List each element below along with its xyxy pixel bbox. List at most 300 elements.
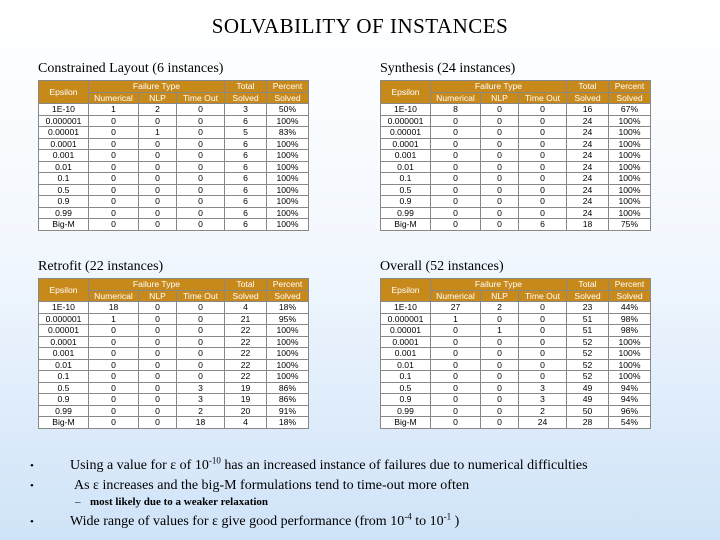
table-cell: 94%	[609, 382, 651, 394]
table-row	[381, 150, 651, 162]
table-cell: Big-M	[39, 219, 89, 231]
header-numerical: Numerical	[431, 92, 481, 104]
table-cell: 0	[89, 138, 139, 150]
table-cell: 0	[177, 127, 225, 139]
table-cell: 52	[567, 371, 609, 383]
table-cell: 0	[481, 313, 519, 325]
table-cell: 98%	[609, 325, 651, 337]
table-cell: 0	[139, 115, 177, 127]
table-cell: 0	[177, 173, 225, 185]
table-cell: 0.001	[39, 150, 89, 162]
table-cell: 100%	[609, 161, 651, 173]
table-block-synthesis	[380, 60, 651, 231]
table-row	[39, 382, 309, 394]
table-cell: 0.9	[39, 196, 89, 208]
table-cell: 0	[519, 348, 567, 360]
table-cell: 0	[139, 150, 177, 162]
table-cell: 0	[177, 219, 225, 231]
table-cell: 0.99	[39, 405, 89, 417]
table-cell: 24	[519, 417, 567, 429]
header-solved: Solved	[567, 290, 609, 302]
table-cell: 22	[225, 371, 267, 383]
table-cell: 100%	[267, 150, 309, 162]
table-cell: 0.1	[381, 173, 431, 185]
table-cell: 100%	[609, 150, 651, 162]
table-cell: 0	[89, 382, 139, 394]
table-cell: 0	[177, 359, 225, 371]
table-cell: 0.0001	[381, 138, 431, 150]
table-cell: 51	[567, 325, 609, 337]
table-cell: 0	[431, 207, 481, 219]
table-cell: 100%	[267, 138, 309, 150]
header-epsilon: Epsilon	[381, 81, 431, 104]
table-row	[39, 348, 309, 360]
table-row	[381, 313, 651, 325]
table-cell: 0.00001	[381, 325, 431, 337]
table-row	[39, 336, 309, 348]
table-cell: 0	[431, 348, 481, 360]
header-solved: Solved	[225, 290, 267, 302]
table-cell: 100%	[267, 115, 309, 127]
table-cell: 24	[567, 196, 609, 208]
table-cell: 0	[89, 161, 139, 173]
table-cell: 0	[177, 184, 225, 196]
table-row	[39, 196, 309, 208]
table-cell: 100%	[609, 184, 651, 196]
table-cell: 0	[481, 219, 519, 231]
table-cell: 100%	[609, 371, 651, 383]
table-cell: 19	[225, 394, 267, 406]
table-row	[381, 348, 651, 360]
table-cell: 0	[431, 417, 481, 429]
table-cell: 0	[481, 394, 519, 406]
table-cell: 100%	[609, 348, 651, 360]
table-cell: 0	[519, 325, 567, 337]
table-cell: 100%	[609, 196, 651, 208]
table-cell: 0.00001	[39, 325, 89, 337]
table-cell: 0	[481, 161, 519, 173]
header-nlp: NLP	[481, 92, 519, 104]
bullet-superscript: -10	[208, 455, 221, 466]
table-cell: 0	[139, 405, 177, 417]
table-cell: 24	[567, 173, 609, 185]
table-title: Synthesis (24 instances)	[380, 61, 516, 76]
table-cell: 0.01	[39, 359, 89, 371]
table-cell: 23	[567, 302, 609, 314]
table-cell: 0.5	[381, 184, 431, 196]
table-cell: 0.000001	[39, 313, 89, 325]
bullet-item	[30, 476, 710, 496]
table-cell: 0	[139, 161, 177, 173]
table-cell: 0	[431, 196, 481, 208]
header-time-out: Time Out	[519, 92, 567, 104]
table-cell: 100%	[267, 348, 309, 360]
table-row	[381, 184, 651, 196]
header-failure-type: Failure Type	[89, 81, 225, 93]
table-row	[381, 115, 651, 127]
table-cell: 50	[567, 405, 609, 417]
table-cell: 0	[139, 325, 177, 337]
table-row	[39, 313, 309, 325]
bullet-text: has an increased instance of failures due to numerical difficulties	[220, 458, 588, 473]
table-cell: 1	[431, 313, 481, 325]
table-cell: 0.000001	[381, 313, 431, 325]
table-cell: 27	[431, 302, 481, 314]
table-cell: 0	[89, 115, 139, 127]
bullet-text: Using a value for ε of 10	[70, 458, 209, 473]
table-cell: 0	[481, 173, 519, 185]
table-cell: 0	[481, 115, 519, 127]
table-cell: 0	[177, 104, 225, 116]
table-cell: 0.001	[39, 348, 89, 360]
table-cell: 18%	[267, 417, 309, 429]
table-cell: 0	[481, 184, 519, 196]
table-title: Retrofit (22 instances)	[38, 259, 164, 274]
table-cell: 0	[177, 115, 225, 127]
header-time-out: Time Out	[177, 290, 225, 302]
table-cell: 0	[431, 161, 481, 173]
table-cell: 0	[139, 173, 177, 185]
table-cell: 18%	[267, 302, 309, 314]
table-cell: 100%	[609, 138, 651, 150]
table-cell: 0.1	[39, 371, 89, 383]
table-cell: 0	[431, 336, 481, 348]
table-cell: 1	[89, 313, 139, 325]
table-row	[381, 359, 651, 371]
table-cell: 0	[519, 359, 567, 371]
table-row	[39, 207, 309, 219]
table-cell: 0	[139, 336, 177, 348]
table-block-retrofit	[38, 258, 309, 429]
header-epsilon: Epsilon	[39, 279, 89, 302]
header-numerical: Numerical	[431, 290, 481, 302]
table-cell: 0.001	[381, 150, 431, 162]
table-cell: 0.0001	[39, 138, 89, 150]
table-cell: 22	[225, 348, 267, 360]
table-cell: 0	[431, 138, 481, 150]
table-cell: 3	[177, 394, 225, 406]
table-cell: 0.1	[39, 173, 89, 185]
table-cell: 2	[481, 302, 519, 314]
table-cell: 1	[89, 104, 139, 116]
table-cell: 6	[225, 150, 267, 162]
table-row	[381, 161, 651, 173]
table-cell: 0.5	[381, 382, 431, 394]
table-cell: 16	[567, 104, 609, 116]
table-cell: 22	[225, 336, 267, 348]
header-percent: Percent	[609, 81, 651, 93]
bullet-list	[30, 456, 710, 532]
table-cell: 44%	[609, 302, 651, 314]
table-cell: 54%	[609, 417, 651, 429]
table-cell: 0.0001	[381, 336, 431, 348]
table-cell: 0	[139, 184, 177, 196]
table-cell: 49	[567, 394, 609, 406]
table-cell: 0	[519, 161, 567, 173]
table-cell: 100%	[267, 196, 309, 208]
table-cell: 0	[481, 359, 519, 371]
table-cell: 24	[567, 207, 609, 219]
table-cell: 18	[89, 302, 139, 314]
table-cell: 0	[177, 138, 225, 150]
table-cell: 22	[225, 325, 267, 337]
table-cell: 6	[225, 161, 267, 173]
table-cell: 86%	[267, 382, 309, 394]
table-cell: Big-M	[381, 219, 431, 231]
table-cell: 91%	[267, 405, 309, 417]
table-cell: 0	[519, 302, 567, 314]
table-row	[39, 371, 309, 383]
table-row	[39, 173, 309, 185]
table-cell: 0.00001	[39, 127, 89, 139]
table-cell: 0	[481, 336, 519, 348]
header-epsilon: Epsilon	[39, 81, 89, 104]
table-cell: 0.01	[381, 359, 431, 371]
header-solved: Solved	[567, 92, 609, 104]
table-cell: 0.9	[381, 196, 431, 208]
table-cell: 0	[431, 325, 481, 337]
table-cell: 100%	[609, 207, 651, 219]
table-row	[39, 405, 309, 417]
table-row	[39, 127, 309, 139]
table-cell: 0	[89, 184, 139, 196]
table-cell: 0.000001	[39, 115, 89, 127]
table-cell: 0.5	[39, 382, 89, 394]
table-cell: 0	[519, 173, 567, 185]
table-cell: 0.000001	[381, 115, 431, 127]
table-row	[39, 104, 309, 116]
table-cell: 0	[431, 150, 481, 162]
table-cell: 0.99	[381, 207, 431, 219]
table-cell: 0	[481, 104, 519, 116]
table-cell: 0	[89, 371, 139, 383]
table-cell: 0.00001	[381, 127, 431, 139]
table-cell: 24	[567, 184, 609, 196]
table-cell: 0	[519, 115, 567, 127]
table-row	[39, 302, 309, 314]
table-cell: 0	[431, 173, 481, 185]
header-total: Total	[567, 81, 609, 93]
table-cell: 1E-10	[39, 302, 89, 314]
table-cell: 0	[89, 325, 139, 337]
header-epsilon: Epsilon	[381, 279, 431, 302]
table-title: Overall (52 instances)	[380, 259, 504, 274]
table-cell: 0	[481, 207, 519, 219]
header-percent: Percent	[267, 279, 309, 291]
table-cell: 0	[431, 371, 481, 383]
table-row	[39, 219, 309, 231]
table-cell: 0	[519, 150, 567, 162]
table-cell: 4	[225, 417, 267, 429]
table-cell: 95%	[267, 313, 309, 325]
table-row	[381, 104, 651, 116]
table-cell: 1	[481, 325, 519, 337]
table-cell: 0	[431, 359, 481, 371]
table-cell: 1	[139, 127, 177, 139]
header-percent-solved: Solved	[267, 290, 309, 302]
table-cell: 0.99	[39, 207, 89, 219]
table-cell: 0	[519, 104, 567, 116]
table-cell: 75%	[609, 219, 651, 231]
bullet-text: )	[451, 514, 460, 529]
header-time-out: Time Out	[177, 92, 225, 104]
table-cell: 0.01	[39, 161, 89, 173]
table-cell: 0	[431, 405, 481, 417]
header-failure-type: Failure Type	[89, 279, 225, 291]
table-cell: 0	[431, 219, 481, 231]
header-nlp: NLP	[139, 290, 177, 302]
table-cell: 0	[139, 207, 177, 219]
table-cell: 28	[567, 417, 609, 429]
table-cell: 52	[567, 348, 609, 360]
table-cell: 98%	[609, 313, 651, 325]
table-cell: Big-M	[39, 417, 89, 429]
results-table	[38, 278, 309, 429]
table-row	[381, 207, 651, 219]
bullet-item	[30, 456, 710, 476]
table-cell: 100%	[267, 325, 309, 337]
table-cell: 51	[567, 313, 609, 325]
table-cell: 0	[177, 302, 225, 314]
table-cell: 0	[177, 150, 225, 162]
results-table	[38, 80, 309, 231]
table-cell: 94%	[609, 394, 651, 406]
bullet-text: to 10	[411, 514, 444, 529]
bullet-superscript: -1	[443, 511, 452, 522]
table-cell: 0	[177, 348, 225, 360]
table-cell: 0	[139, 394, 177, 406]
table-cell: 0	[519, 184, 567, 196]
table-cell: 0	[519, 207, 567, 219]
table-cell: 0	[89, 150, 139, 162]
bullet-dot-icon: •	[30, 516, 34, 528]
table-cell: 24	[567, 127, 609, 139]
table-cell: 0	[177, 196, 225, 208]
table-block-constrained-layout	[38, 60, 309, 231]
table-row	[381, 382, 651, 394]
table-cell: 0.9	[39, 394, 89, 406]
table-cell: 100%	[609, 127, 651, 139]
sub-bullet-item	[30, 494, 710, 510]
table-block-overall	[380, 258, 651, 429]
table-cell: 6	[225, 219, 267, 231]
table-row	[39, 325, 309, 337]
table-cell: 0	[89, 207, 139, 219]
table-row	[39, 359, 309, 371]
table-cell: 2	[519, 405, 567, 417]
table-cell: 0	[139, 348, 177, 360]
table-cell: 0.001	[381, 348, 431, 360]
table-row	[381, 173, 651, 185]
header-solved: Solved	[225, 92, 267, 104]
table-cell: 100%	[609, 336, 651, 348]
header-numerical: Numerical	[89, 92, 139, 104]
table-cell: 0	[481, 127, 519, 139]
table-row	[381, 219, 651, 231]
results-table	[380, 80, 651, 231]
table-row	[39, 161, 309, 173]
table-row	[39, 150, 309, 162]
table-cell: 6	[225, 184, 267, 196]
table-row	[381, 336, 651, 348]
table-cell: 100%	[267, 173, 309, 185]
table-cell: 0	[139, 219, 177, 231]
sub-bullet-text: most likely due to a weaker relaxation	[90, 496, 269, 508]
table-cell: 0	[89, 394, 139, 406]
table-cell: 6	[225, 115, 267, 127]
table-cell: 4	[225, 302, 267, 314]
table-cell: 67%	[609, 104, 651, 116]
table-cell: 0	[481, 371, 519, 383]
table-cell: 100%	[609, 359, 651, 371]
header-total: Total	[225, 279, 267, 291]
header-failure-type: Failure Type	[431, 81, 567, 93]
table-cell: 18	[567, 219, 609, 231]
table-cell: 22	[225, 359, 267, 371]
header-total: Total	[225, 81, 267, 93]
table-cell: 21	[225, 313, 267, 325]
table-cell: 0	[177, 371, 225, 383]
table-cell: 1E-10	[39, 104, 89, 116]
table-cell: 100%	[609, 115, 651, 127]
table-cell: 0	[139, 371, 177, 383]
table-cell: 2	[139, 104, 177, 116]
table-cell: 0	[431, 184, 481, 196]
table-cell: 100%	[609, 173, 651, 185]
table-cell: 0	[481, 196, 519, 208]
table-cell: 0.01	[381, 161, 431, 173]
table-cell: 0	[519, 371, 567, 383]
table-cell: 49	[567, 382, 609, 394]
table-cell: 24	[567, 161, 609, 173]
table-cell: 0	[481, 417, 519, 429]
table-row	[381, 196, 651, 208]
table-cell: Big-M	[381, 417, 431, 429]
table-cell: 0	[481, 382, 519, 394]
table-cell: 0	[89, 417, 139, 429]
bullet-dot-icon: •	[30, 480, 34, 492]
bullet-dot-icon: •	[30, 460, 34, 472]
header-time-out: Time Out	[519, 290, 567, 302]
table-cell: 0	[139, 138, 177, 150]
sub-bullet-dash: –	[75, 496, 81, 508]
table-cell: 0.99	[381, 405, 431, 417]
table-cell: 100%	[267, 371, 309, 383]
table-cell: 6	[225, 196, 267, 208]
table-cell: 0	[481, 348, 519, 360]
bullet-text: As ε increases and the big-M formulations tend to time-out more often	[74, 478, 470, 493]
table-cell: 0	[139, 313, 177, 325]
table-title: Constrained Layout (6 instances)	[38, 61, 224, 76]
table-cell: 0	[177, 325, 225, 337]
table-cell: 0	[139, 359, 177, 371]
table-cell: 0	[177, 336, 225, 348]
table-row	[381, 371, 651, 383]
table-cell: 24	[567, 138, 609, 150]
table-cell: 24	[567, 115, 609, 127]
header-percent: Percent	[609, 279, 651, 291]
table-row	[381, 127, 651, 139]
table-row	[381, 417, 651, 429]
table-cell: 0	[431, 382, 481, 394]
table-cell: 0	[481, 405, 519, 417]
table-cell: 52	[567, 359, 609, 371]
table-cell: 6	[225, 173, 267, 185]
table-cell: 0.1	[381, 371, 431, 383]
header-percent-solved: Solved	[609, 290, 651, 302]
table-cell: 0	[481, 138, 519, 150]
table-cell: 86%	[267, 394, 309, 406]
